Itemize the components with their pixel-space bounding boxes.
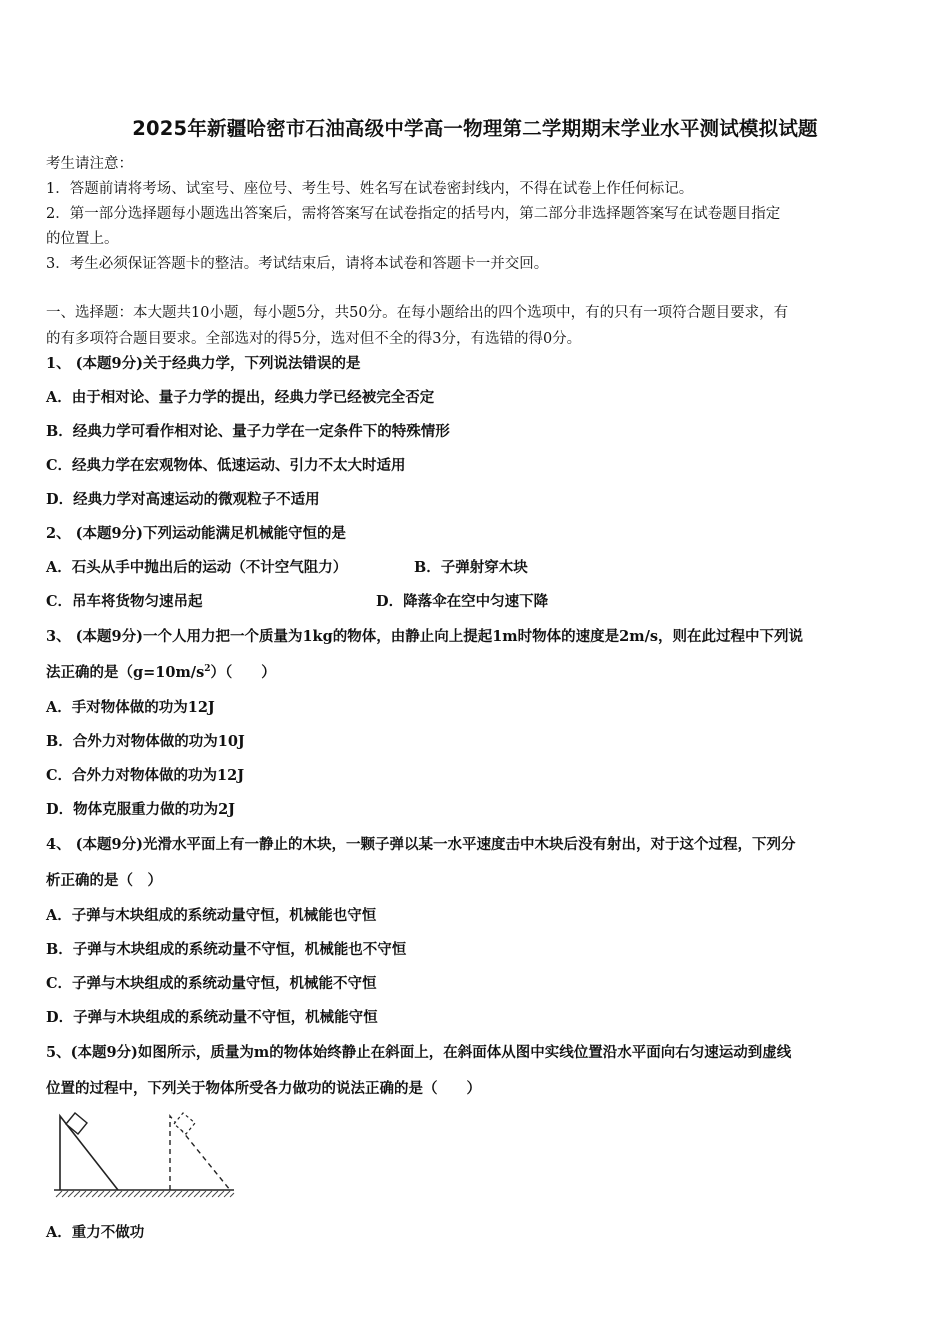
block-dashed	[174, 1113, 195, 1134]
section-intro-line1: 一、选择题：本大题共10小题，每小题5分，共50分。在每小题给出的四个选项中，有的只有一项符合题目要求，有	[46, 305, 789, 321]
q3-option-a: A．手对物体做的功为12J	[46, 699, 215, 716]
notice-item-2: 2．第一部分选择题每小题选出答案后，需将答案写在试卷指定的括号内，第二部分非选择题答案写在试卷题目指定	[46, 206, 781, 222]
notice-item-1: 1．答题前请将考场、试室号、座位号、考生号、姓名写在试卷密封线内，不得在试卷上作任何标记。	[46, 181, 694, 197]
q3-option-c: C．合外力对物体做的功为12J	[46, 767, 245, 784]
section-intro-line2: 的有多项符合题目要求。全部选对的得5分，选对但不全的得3分，有选错的得0分。	[46, 331, 582, 347]
q2-option-c: C．吊车将货物匀速吊起	[46, 593, 203, 610]
q4-option-a: A．子弹与木块组成的系统动量守恒，机械能也守恒	[46, 907, 377, 924]
q1-option-a: A．由于相对论、量子力学的提出，经典力学已经被完全否定	[46, 389, 435, 406]
q4-option-d: D．子弹与木块组成的系统动量不守恒，机械能守恒	[46, 1009, 378, 1026]
q1-option-c: C．经典力学在宏观物体、低速运动、引力不太大时适用	[46, 457, 406, 474]
q2-option-a: A．石头从手中抛出后的运动（不计空气阻力）	[46, 559, 348, 576]
page-title: 2025年新疆哈密市石油高级中学高一物理第二学期期末学业水平测试模拟试题	[132, 117, 818, 140]
q3-stem-line2: 法正确的是$(g=10m/s^2)$（ ）	[46, 664, 276, 681]
q4-option-b: B．子弹与木块组成的系统动量不守恒，机械能也不守恒	[46, 941, 407, 958]
ground-hatch	[56, 1191, 234, 1197]
q5-stem-line1: 5、(本题9分)如图所示，质量为m的物体始终静止在斜面上，在斜面体从图中实线位置沿水平面向右匀速运动到虚线	[46, 1044, 792, 1061]
q4-option-c: C．子弹与木块组成的系统动量守恒，机械能不守恒	[46, 975, 377, 992]
incline-figure	[52, 1108, 237, 1200]
block-solid	[66, 1113, 87, 1134]
q1-option-b: B．经典力学可看作相对论、量子力学在一定条件下的特殊情形	[46, 423, 450, 440]
q1-option-d: D．经典力学对高速运动的微观粒子不适用	[46, 491, 320, 508]
q2-stem: 2、 (本题9分)下列运动能满足机械能守恒的是	[46, 525, 346, 542]
q5-stem-line2: 位置的过程中，下列关于物体所受各力做功的说法正确的是（ ）	[46, 1080, 481, 1097]
q3-option-d: D．物体克服重力做的功为2J	[46, 801, 236, 818]
q3-stem-line1: 3、 (本题9分)一个人用力把一个质量为1kg的物体，由静止向上提起1m时物体的速度是2m/s，则在此过程中下列说	[46, 628, 804, 645]
q2-option-b: B．子弹射穿木块	[414, 559, 528, 576]
notice-item-2-cont: 的位置上。	[46, 231, 119, 247]
q3-option-b: B．合外力对物体做的功为10J	[46, 733, 245, 750]
q4-stem-line2: 析正确的是（ ）	[46, 872, 162, 889]
q4-stem-line1: 4、 (本题9分)光滑水平面上有一静止的木块，一颗子弹以某一水平速度击中木块后没有射出，对于这个过程，下列分	[46, 836, 796, 853]
q2-option-d: D．降落伞在空中匀速下降	[376, 593, 549, 610]
q5-option-a: A．重力不做功	[46, 1224, 145, 1241]
q1-stem: 1、 (本题9分)关于经典力学，下列说法错误的是	[46, 355, 361, 372]
notice-item-3: 3．考生必须保证答题卡的整洁。考试结束后，请将本试卷和答题卡一并交回。	[46, 256, 549, 272]
notice-heading: 考生请注意：	[46, 156, 133, 172]
